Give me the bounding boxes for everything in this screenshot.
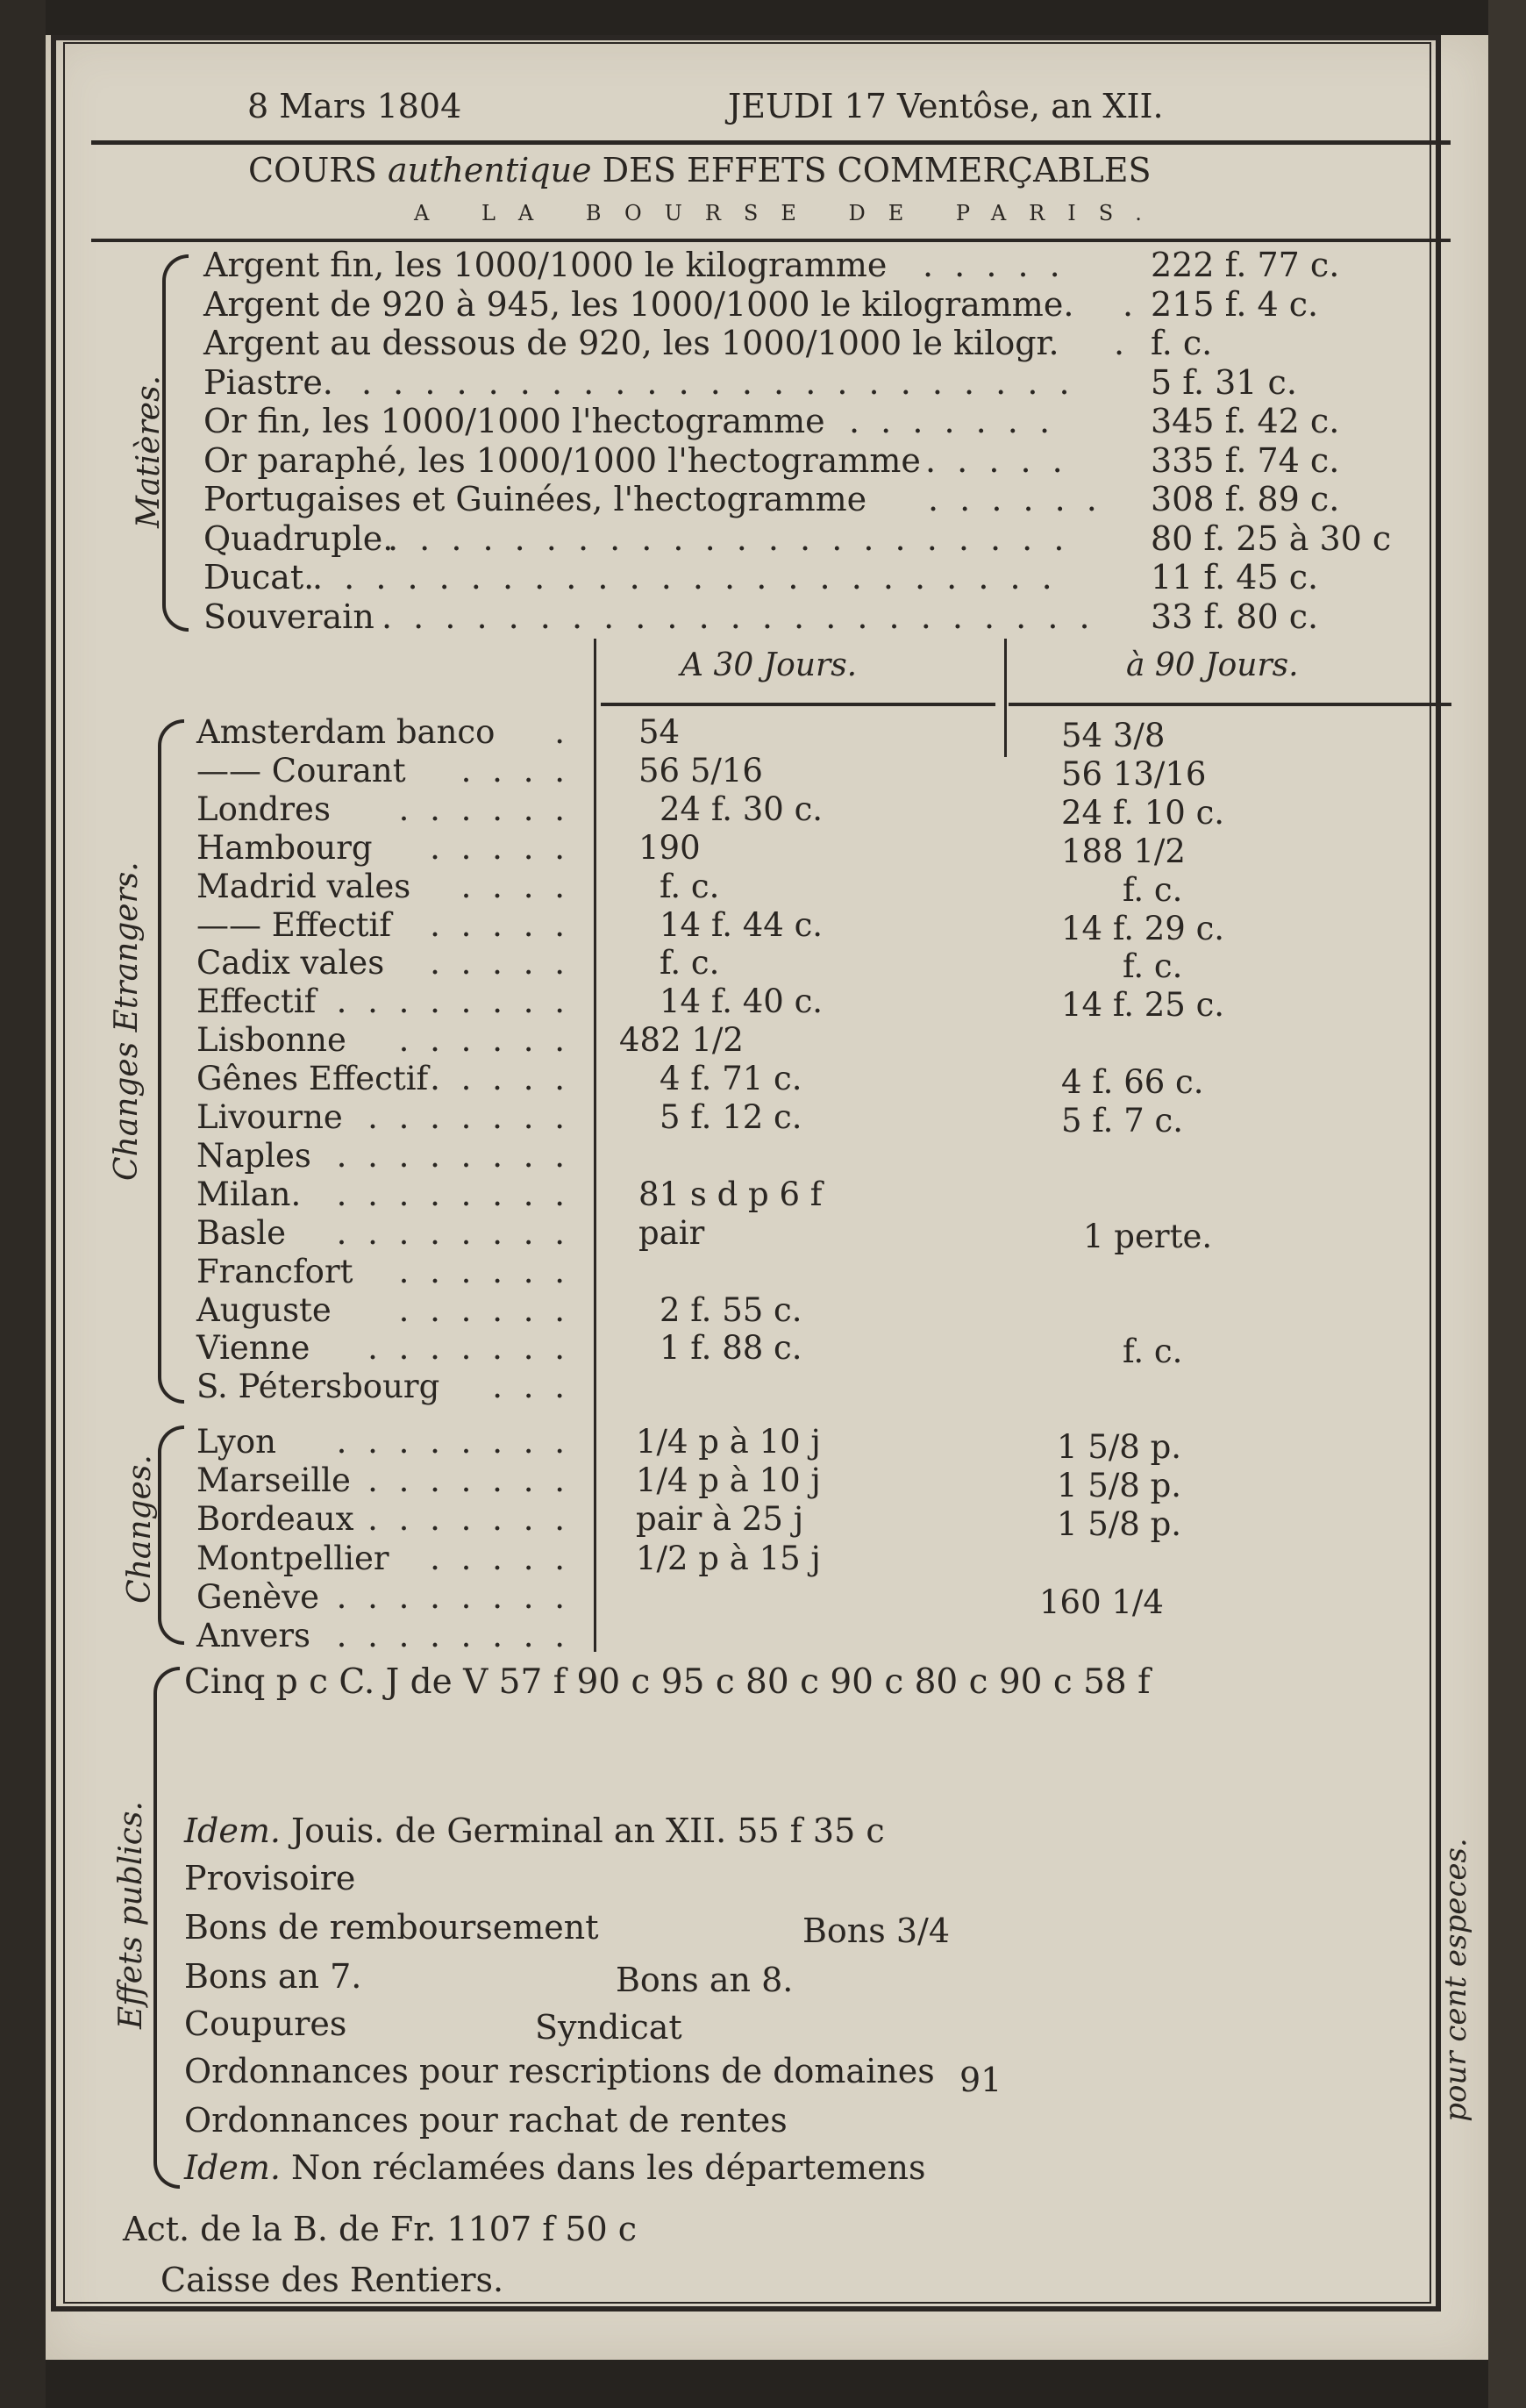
etranger-90-jours: 188 1/2 [1061,832,1186,870]
etranger-90-jours: 14 f. 29 c. [1061,909,1225,947]
title-effets: DES EFFETS COMMERÇABLES [602,151,1152,189]
header-rule-bottom [91,239,1451,242]
etranger-dots: . . . . . [430,905,570,944]
etranger-90-jours: f. c. [1123,870,1183,909]
etranger-dots: . . . . . . [398,1021,570,1060]
pour-cent-especes-label: pour cent especes. [1438,1838,1473,2122]
etranger-dots: . . . . . . . [367,1098,570,1136]
etranger-dots: . . . . . . . . [336,1136,570,1175]
change-30-jours: 1/4 p à 10 j [636,1423,821,1461]
etranger-90-jours: 1 perte. [1083,1217,1213,1255]
change-name: Lyon [196,1423,276,1461]
matiere-dots: . [1114,324,1130,362]
change-name: Montpellier [196,1539,389,1577]
book-gutter [0,0,46,2408]
matiere-name: Or fin, les 1000/1000 l'hectogramme [203,402,825,440]
matiere-price: 345 f. 42 c. [1151,402,1340,440]
etranger-30-jours: f. c. [660,867,720,905]
etranger-name: Vienne [196,1329,310,1368]
etranger-dots: . . . . . . [398,790,570,828]
etranger-dots: . [554,713,570,751]
exchange-divider-left [594,639,596,1652]
change-90-jours: 160 1/4 [1039,1583,1164,1621]
act-banque-france: Act. de la B. de Fr. 1107 f 50 c [123,2210,638,2248]
matieres-label: Matières. [131,375,167,529]
etranger-90-jours: 24 f. 10 c. [1061,793,1225,832]
matiere-dots: . . . . . . . . . . . . . . . . . . . . . . . [361,362,1075,402]
matiere-dots: . . . . . . . . . . . . . . . . . . . . . . . [382,597,1095,636]
etranger-30-jours: 56 5/16 [638,751,763,790]
change-name: Genève [196,1577,319,1616]
exchange-header-rule-left [601,703,995,706]
bons-remboursement: Bons de remboursement [184,1908,599,1947]
etranger-name: Hambourg [196,828,373,867]
etranger-90-jours: 4 f. 66 c. [1061,1063,1204,1102]
change-30-jours: 1/4 p à 10 j [636,1461,821,1500]
caisse-rentiers: Caisse des Rentiers. [160,2261,504,2299]
matiere-price: 5 f. 31 c. [1151,362,1297,402]
effets-brace [153,1667,180,2189]
bons-an-8: Bons an 8. [616,1961,794,1999]
etranger-name: Gênes Effectif [196,1060,429,1098]
matiere-name: Piastre. [203,362,333,402]
cinq-pour-cent: Cinq p c C. J de V 57 f 90 c 95 c 80 c 90 c 80 c 90 c 58 f [184,1662,1151,1702]
changes-label: Changes. [122,1454,158,1604]
matieres-brace [162,254,189,632]
matiere-price: 215 f. 4 c. [1151,284,1319,324]
matiere-price: 308 f. 89 c. [1151,480,1340,518]
title-cours: COURS [248,151,377,189]
matiere-name: Portugaises et Guinées, l'hectogramme [203,480,867,518]
col-30-jours: A 30 Jours. [681,647,858,683]
title-authentique: authentique [388,151,592,189]
etranger-dots: . . . . . . [398,1252,570,1290]
etranger-name: Francfort [196,1252,353,1290]
change-dots: . . . . . . . [367,1461,570,1500]
etranger-dots: . . . . . . . [367,1329,570,1368]
change-dots: . . . . . . . [367,1500,570,1539]
matiere-name: Argent fin, les 1000/1000 le kilogramme [203,246,888,284]
idem-jouis-label: Idem. [184,1811,281,1850]
etranger-name: Cadix vales [196,944,385,982]
bons-an-7: Bons an 7. [184,1957,362,1996]
bons-trois-quarts: Bons 3/4 [802,1911,951,1950]
header-subtitle: A LA BOURSE DE PARIS. [414,201,1165,225]
change-dots: . . . . . . . . [336,1617,570,1654]
matiere-dots: . . . . . . . [849,402,1056,440]
etranger-name: Effectif [196,982,317,1021]
change-90-jours: 1 5/8 p. [1057,1467,1182,1505]
etranger-30-jours: 190 [638,828,701,867]
change-90-jours: 1 5/8 p. [1057,1505,1182,1544]
etranger-dots: . . . . . [430,944,570,982]
etranger-name: Milan. [196,1175,302,1213]
matiere-name: Ducat. [203,558,315,597]
idem-jouis [184,1811,885,1850]
etranger-30-jours: 1 f. 88 c. [660,1329,802,1368]
matiere-name: Souverain [203,597,374,636]
etranger-name: Naples [196,1136,311,1175]
etranger-name: —— Courant [196,751,406,790]
changes-brace [158,1426,184,1645]
ordonnances-rachat: Ordonnances pour rachat de rentes [184,2101,788,2140]
etranger-dots: . . . . . . . . [336,1175,570,1213]
matiere-dots: . . . . . . . . . . . . . . . . . . . . . . [388,518,1070,558]
change-30-jours: pair à 25 j [636,1500,804,1539]
etranger-dots: . . . . [460,867,570,905]
coupures: Coupures [184,2004,347,2043]
idem-non-value: Non réclamées dans les départemens [291,2148,926,2187]
etranger-30-jours: 482 1/2 [619,1021,744,1060]
etranger-name: Basle [196,1213,286,1252]
ordonnances-rescriptions: Ordonnances pour rescriptions de domaines [184,2052,935,2090]
idem-non-reclamees [184,2148,926,2187]
change-dots: . . . . . . . . [336,1423,570,1461]
matiere-dots: . [1123,284,1139,324]
etranger-dots: . . . . . . . . [336,1213,570,1252]
etranger-name: Londres [196,790,331,828]
idem-jouis-value: Jouis. de Germinal an XII. 55 f 35 c [291,1811,885,1850]
etranger-90-jours: 56 13/16 [1061,754,1207,793]
matiere-price: 335 f. 74 c. [1151,440,1340,480]
etranger-90-jours: f. c. [1123,1333,1183,1371]
etranger-dots: . . . . [460,751,570,790]
etranger-30-jours: f. c. [660,944,720,982]
header-title [248,151,1152,189]
etranger-90-jours: f. c. [1123,947,1183,986]
change-90-jours: 1 5/8 p. [1057,1428,1182,1466]
etranger-name: S. Pétersbourg [196,1368,440,1406]
etranger-30-jours: 81 s d p 6 f [638,1175,823,1213]
etranger-dots: . . . . . . [398,1290,570,1329]
change-name: Marseille [196,1461,351,1500]
matiere-name: Quadruple. [203,518,394,558]
change-name: Bordeaux [196,1500,354,1539]
matiere-dots: . . . . . [923,246,1066,284]
exchange-header-rule-right [1009,703,1451,706]
etranger-name: Amsterdam banco [196,713,496,751]
ordonnances-rescriptions-value: 91 [959,2061,1002,2099]
etranger-30-jours: pair [638,1213,705,1252]
col-90-jours: à 90 Jours. [1126,647,1299,683]
matiere-name: Argent au dessous de 920, les 1000/1000 le kilogr. [203,324,1059,362]
change-name: Anvers [196,1617,311,1654]
etranger-30-jours: 14 f. 44 c. [660,905,824,944]
etranger-90-jours: 5 f. 7 c. [1061,1102,1183,1140]
etranger-90-jours: 14 f. 25 c. [1061,986,1225,1025]
change-dots: . . . . . . . . [336,1577,570,1616]
header-rule-top [91,140,1451,145]
effets-publics-label: Effets publics. [113,1801,149,2029]
change-30-jours: 1/2 p à 15 j [636,1539,821,1577]
changes-etrangers-label: Changes Etrangers. [109,861,145,1181]
matiere-dots: . . . . . . [928,480,1102,518]
exchange-divider-mid [1004,639,1007,757]
matiere-price: 33 f. 80 c. [1151,597,1319,636]
matiere-price: 222 f. 77 c. [1151,246,1340,284]
matiere-name: Or paraphé, les 1000/1000 l'hectogramme [203,440,921,480]
header-date: 8 Mars 1804 [247,87,462,125]
etranger-dots: . . . [492,1368,570,1406]
etranger-name: Madrid vales [196,867,411,905]
etranger-30-jours: 5 f. 12 c. [660,1098,802,1136]
etranger-30-jours: 14 f. 40 c. [660,982,824,1021]
idem-non-label: Idem. [184,2148,281,2187]
etranger-30-jours: 24 f. 30 c. [660,790,824,828]
etranger-dots: . . . . . [430,828,570,867]
syndicat: Syndicat [535,2008,682,2047]
etranger-name: Auguste [196,1290,332,1329]
etranger-30-jours: 2 f. 55 c. [660,1290,802,1329]
matiere-price: 80 f. 25 à 30 c [1151,518,1392,558]
page-edges [1488,0,1526,2408]
provisoire: Provisoire [184,1859,356,1897]
matiere-name: Argent de 920 à 945, les 1000/1000 le kilogramme. [203,284,1074,324]
etranger-name: —— Effectif [196,905,392,944]
matiere-dots: . . . . . [925,440,1068,480]
etranger-name: Lisbonne [196,1021,346,1060]
etranger-30-jours: 54 [638,713,681,751]
etranger-dots: . . . . . [430,1060,570,1098]
matiere-dots: . . . . . . . . . . . . . . . . . . . . . . . . [312,558,1058,597]
etranger-30-jours: 4 f. 71 c. [660,1060,802,1098]
change-dots: . . . . . [430,1539,570,1577]
etranger-dots: . . . . . . . . [336,982,570,1021]
matiere-price: f. c. [1151,324,1213,362]
matiere-price: 11 f. 45 c. [1151,558,1319,597]
etranger-name: Livourne [196,1098,343,1136]
etranger-90-jours: 54 3/8 [1061,717,1166,754]
header-day: JEUDI 17 Ventôse, an XII. [728,87,1164,125]
etrangers-brace [158,719,184,1404]
